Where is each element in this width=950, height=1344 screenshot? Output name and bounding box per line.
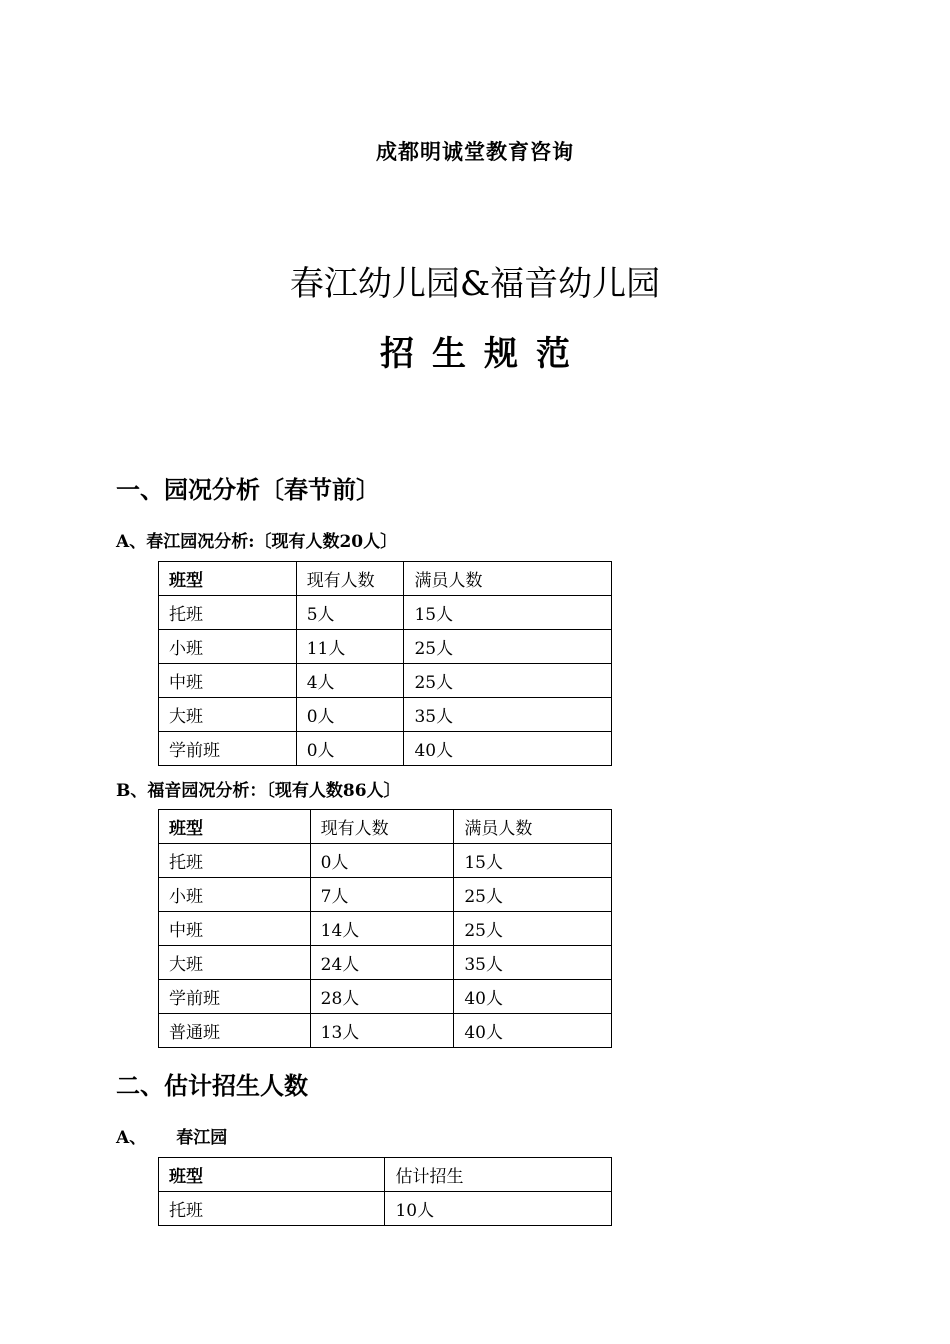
document-title: 春江幼儿园&福音幼儿园 — [289, 264, 661, 304]
table-row — [159, 980, 612, 1014]
subheading-chunjiang-estimate — [116, 1123, 227, 1148]
table-cell: 4人 — [296, 664, 404, 698]
company-name: 成都明诚堂教育咨询 — [376, 139, 574, 164]
table-cell: 小班 — [159, 630, 297, 664]
table-row — [159, 912, 612, 946]
table-row — [159, 698, 612, 732]
table-cell: 40人 — [404, 732, 612, 766]
table-cell: 大班 — [159, 698, 297, 732]
fuyin-analysis-table — [158, 809, 612, 1048]
table-cell: 40人 — [454, 980, 612, 1014]
table-header-row — [159, 1158, 612, 1192]
subheading-chunjiang-analysis: A、春江园况分析:〔现有人数20人〕 — [116, 532, 398, 552]
table-cell: 40人 — [454, 1014, 612, 1048]
table-cell: 35人 — [454, 946, 612, 980]
table-header-cell: 满员人数 — [404, 562, 612, 596]
table-cell: 25人 — [454, 878, 612, 912]
table-cell: 25人 — [404, 630, 612, 664]
table-row — [159, 732, 612, 766]
table-cell: 大班 — [159, 946, 311, 980]
table-cell: 普通班 — [159, 1014, 311, 1048]
table-cell: 0人 — [296, 698, 404, 732]
table-cell: 中班 — [159, 664, 297, 698]
table-cell: 10人 — [385, 1192, 612, 1226]
chunjiang-analysis-table — [158, 561, 612, 766]
table-cell: 0人 — [296, 732, 404, 766]
table-cell: 14人 — [310, 912, 454, 946]
table-cell: 35人 — [404, 698, 612, 732]
table-cell: 中班 — [159, 912, 311, 946]
table-cell: 托班 — [159, 1192, 385, 1226]
table-cell: 7人 — [310, 878, 454, 912]
table-row — [159, 878, 612, 912]
table-cell: 学前班 — [159, 980, 311, 1014]
table-cell: 13人 — [310, 1014, 454, 1048]
document-subtitle: 招生规范 — [380, 334, 588, 374]
table-cell: 25人 — [454, 912, 612, 946]
table-cell: 15人 — [404, 596, 612, 630]
table-header-cell: 满员人数 — [454, 810, 612, 844]
table-row — [159, 946, 612, 980]
table-row — [159, 630, 612, 664]
table-row — [159, 1014, 612, 1048]
table-row — [159, 844, 612, 878]
table-header-row — [159, 810, 612, 844]
table-header-cell: 现有人数 — [296, 562, 404, 596]
table-header-cell: 估计招生 — [385, 1158, 612, 1192]
table-cell: 托班 — [159, 596, 297, 630]
table-header-cell: 班型 — [159, 810, 311, 844]
subheading-prefix: A、 — [116, 1128, 147, 1148]
chunjiang-estimate-table — [158, 1157, 612, 1226]
table-cell: 11人 — [296, 630, 404, 664]
table-header-cell: 班型 — [159, 1158, 385, 1192]
table-cell: 25人 — [404, 664, 612, 698]
table-header-cell: 现有人数 — [310, 810, 454, 844]
subheading-fuyin-analysis: B、福音园况分析：〔现有人数86人〕 — [116, 781, 401, 801]
table-cell: 学前班 — [159, 732, 297, 766]
table-row — [159, 664, 612, 698]
table-cell: 小班 — [159, 878, 311, 912]
subheading-name: 春江园 — [176, 1128, 228, 1148]
table-row — [159, 1192, 612, 1226]
table-cell: 15人 — [454, 844, 612, 878]
table-cell: 0人 — [310, 844, 454, 878]
table-row — [159, 596, 612, 630]
table-cell: 28人 — [310, 980, 454, 1014]
section-heading-analysis: 一、园况分析〔春节前〕 — [116, 475, 380, 504]
table-header-row — [159, 562, 612, 596]
table-cell: 托班 — [159, 844, 311, 878]
table-cell: 5人 — [296, 596, 404, 630]
table-cell: 24人 — [310, 946, 454, 980]
table-header-cell: 班型 — [159, 562, 297, 596]
section-heading-enrollment-estimate: 二、估计招生人数 — [116, 1071, 308, 1100]
